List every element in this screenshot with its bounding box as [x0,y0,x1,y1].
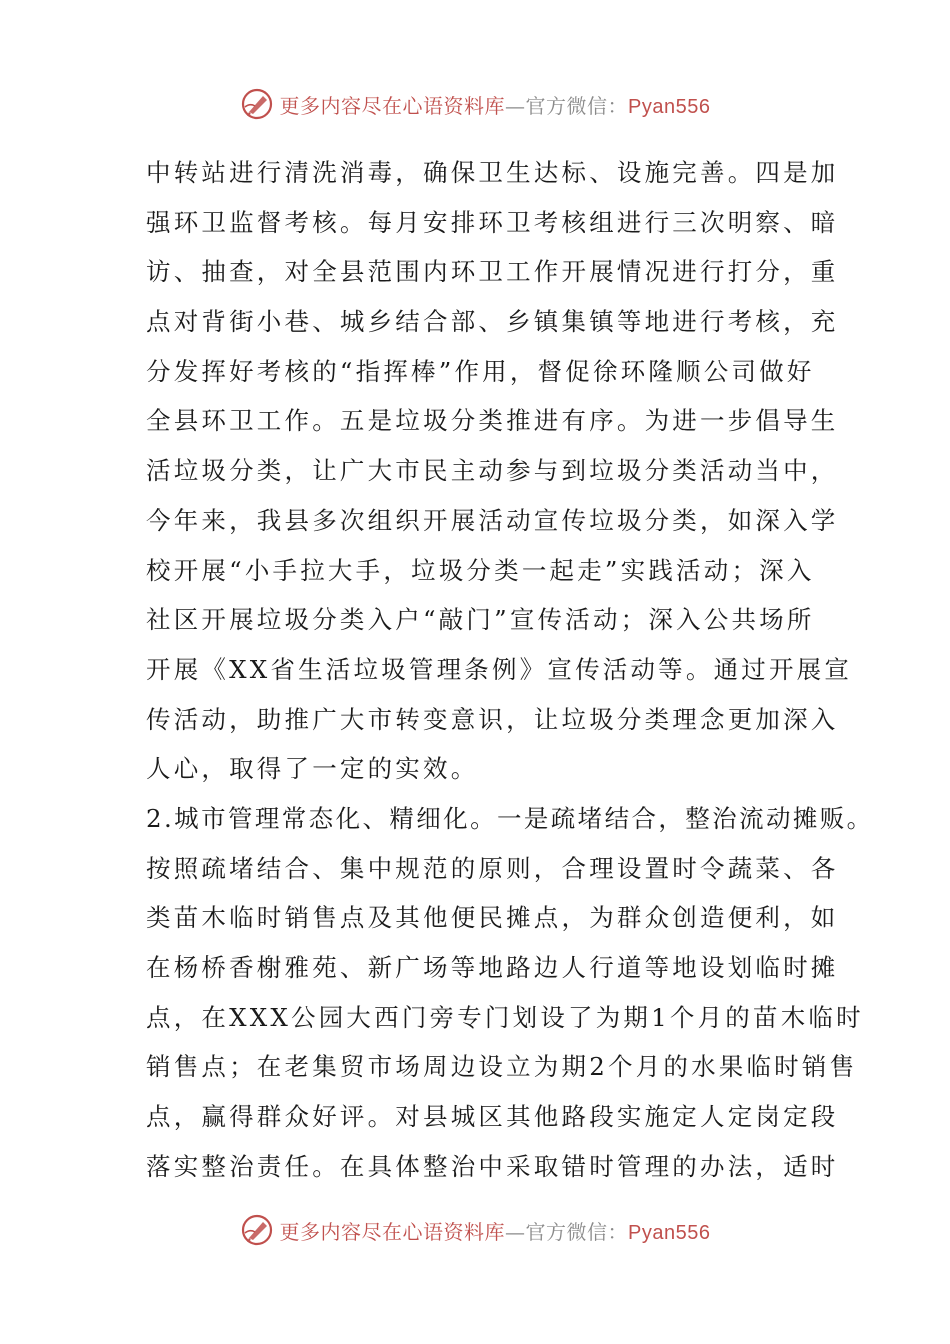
footer-banner-text [280,1216,711,1245]
body-line: 访、抽查，对全县范围内环卫工作开展情况进行打分，重 [146,257,839,287]
body-line: 分发挥好考核的“指挥棒”作用，督促徐环隆顺公司做好 [146,356,815,386]
body-line: 活垃圾分类，让广大市民主动参与到垃圾分类活动当中， [146,456,839,486]
body-line: 全县环卫工作。五是垃圾分类推进有序。为进一步倡导生 [146,406,839,436]
pen-logo-icon [240,87,274,121]
footer-banner [0,1210,950,1250]
header-banner-wechat-label: 官方微信： [525,93,629,118]
header-banner-content [240,87,711,121]
body-line: 传活动，助推广大市转变意识，让垃圾分类理念更加深入 [146,704,839,734]
body-line: 点，在XXX公园大西门旁专门划设了为期1个月的苗木临时 [146,1002,864,1032]
body-line: 按照疏堵结合、集中规范的原则，合理设置时令蔬菜、各 [146,853,839,883]
body-line: 开展《XX省生活垃圾管理条例》宣传活动等。通过开展宣 [146,654,853,684]
footer-banner-wechat-label: 官方微信： [525,1219,629,1244]
header-banner-dash: — [505,93,526,118]
section-heading-line: 2.城市管理常态化、精细化。一是疏堵结合，整治流动摊贩。 [146,803,874,833]
footer-banner-dash: — [505,1219,526,1244]
body-line: 销售点；在老集贸市场周边设立为期2个月的水果临时销售 [146,1052,858,1082]
body-line: 类苗木临时销售点及其他便民摊点，为群众创造便利，如 [146,903,839,933]
document-body [146,148,874,1191]
header-banner-text [280,90,711,119]
header-banner [0,84,950,124]
body-line: 强环卫监督考核。每月安排环卫考核组进行三次明察、暗 [146,207,839,237]
footer-banner-content [240,1213,711,1247]
body-line: 今年来，我县多次组织开展活动宣传垃圾分类，如深入学 [146,505,839,535]
pen-logo-icon [240,1213,274,1247]
body-line: 落实整治责任。在具体整治中采取错时管理的办法，适时 [146,1151,839,1181]
body-line: 人心，取得了一定的实效。 [146,754,479,784]
header-banner-wechat-id: Pyan556 [628,95,711,118]
body-line: 中转站进行清洗消毒，确保卫生达标、设施完善。四是加 [146,158,839,187]
footer-banner-main: 更多内容尽在心语资料库 [279,1219,506,1244]
body-line: 校开展“小手拉大手，垃圾分类一起走”实践活动；深入 [146,555,815,585]
body-line: 在杨桥香榭雅苑、新广场等地路边人行道等地设划临时摊 [146,953,839,982]
header-banner-main: 更多内容尽在心语资料库 [279,93,506,118]
body-line: 点，赢得群众好评。对县城区其他路段实施定人定岗定段 [146,1102,839,1132]
body-line: 社区开展垃圾分类入户“敲门”宣传活动；深入公共场所 [146,605,815,635]
body-line: 点对背街小巷、城乡结合部、乡镇集镇等地进行考核，充 [146,307,839,337]
footer-banner-wechat-id: Pyan556 [628,1221,711,1244]
